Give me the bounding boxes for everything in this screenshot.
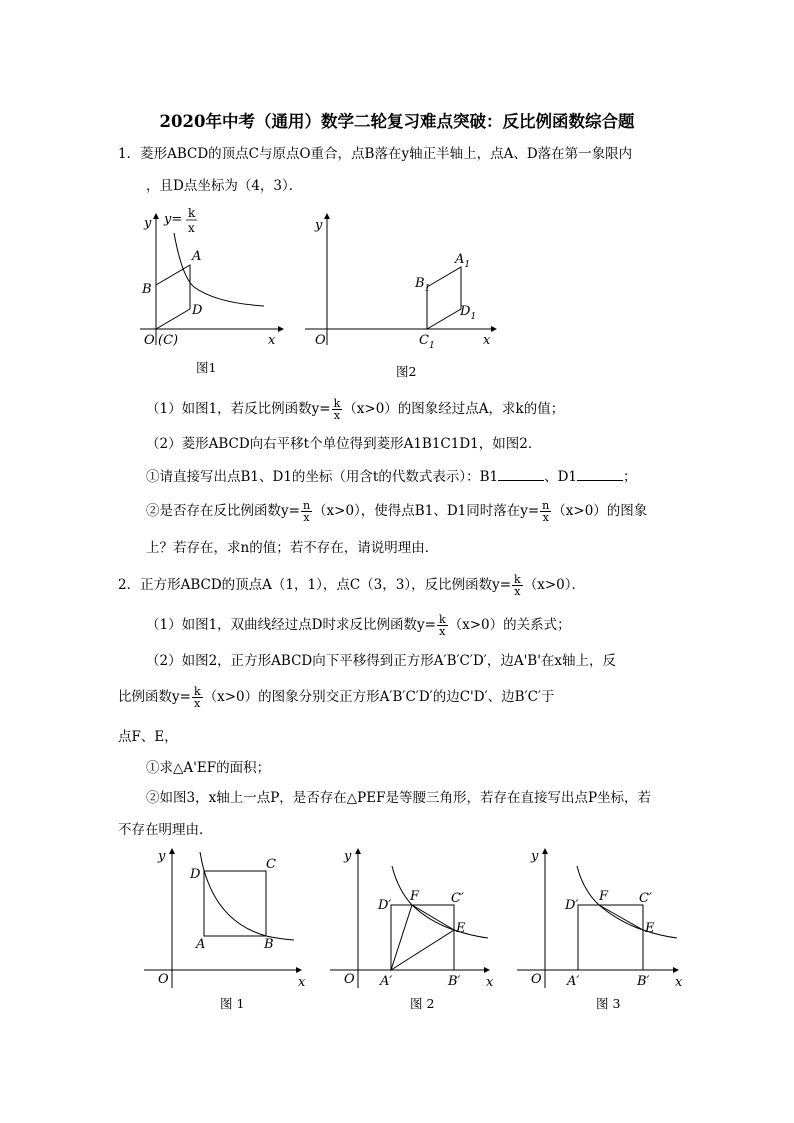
fraction-k-over-x [332, 398, 343, 421]
x-axis-label: x [486, 975, 494, 990]
point-f-label: F [599, 889, 609, 904]
x-axis-label: x [483, 333, 491, 348]
point-c-label: C [266, 857, 276, 872]
fraction-numerator: k [193, 685, 201, 698]
q1-part-2-sub-2 [146, 500, 647, 523]
origin-label: O [158, 972, 169, 987]
fraction-denominator: x [333, 409, 341, 422]
y-axis-label: y [158, 849, 166, 864]
y-axis-arrow [169, 848, 175, 854]
point-b1-letter: B [415, 276, 425, 291]
point-c1-label [419, 333, 435, 351]
point-b-prime-label: B′ [448, 974, 461, 989]
point-d1-letter: D [460, 304, 471, 319]
hyperbola-curve [577, 866, 677, 938]
point-d1-subscript: 1 [470, 312, 477, 322]
curve-x-denominator: x [188, 221, 195, 235]
hyperbola-curve [392, 866, 488, 938]
rhombus-abcd [156, 265, 190, 329]
y-axis-label: y [531, 849, 539, 864]
point-d-label: D [190, 867, 201, 882]
hyperbola-curve [174, 233, 264, 306]
y-axis-arrow [153, 213, 159, 219]
fraction-k-over-x [192, 686, 203, 709]
y-axis-label: y [315, 218, 323, 233]
q1-part-1-text-a: （1）如图1，若反比例函数y= [146, 401, 331, 417]
fraction-numerator: k [514, 573, 521, 586]
q2-stem-text-b: （x>0）． [523, 577, 585, 593]
fraction-n-over-x [540, 500, 551, 523]
origin-label: O [344, 972, 355, 987]
q2-part-2-sub-2-line2: 不存在明理由． [118, 822, 213, 838]
fraction-denominator: x [194, 697, 201, 710]
square-abcd-prime [578, 905, 643, 970]
q2-figure-3-caption: 图 3 [596, 996, 621, 1011]
point-b-prime-label: B′ [637, 974, 650, 989]
q1-part-2-sub-1 [146, 469, 637, 485]
fraction-denominator: x [303, 511, 310, 524]
fraction-numerator: n [302, 499, 311, 512]
q2-figure-1-caption: 图 1 [220, 996, 245, 1011]
hyperbola-curve [200, 852, 294, 940]
origin-label: O [531, 972, 542, 987]
q2-stem-text-a: 2．正方形ABCD的顶点A（1，1），点C（3，3），反比例函数y= [118, 577, 512, 593]
point-a-prime-label: A′ [380, 974, 393, 989]
q1-figure-2-caption: 图2 [396, 364, 417, 379]
q2-part-2-line3: 点F、E， [118, 729, 178, 745]
point-a1-letter: A [455, 252, 465, 267]
q1-stem-line1: 1．菱形ABCD的顶点C与原点O重合，点B落在y轴正半轴上，点A、D落在第一象限内 [118, 146, 633, 162]
x-axis-label: x [268, 333, 276, 348]
fraction-k-over-x [512, 574, 523, 597]
page-title: 2020年中考（通用）数学二轮复习难点突破：反比例函数综合题 [159, 112, 635, 131]
y-axis-label: y [344, 849, 352, 864]
x-axis-arrow [296, 967, 302, 973]
point-c-label: (C) [158, 333, 179, 348]
answer-blank-b1[interactable] [498, 470, 544, 481]
q2-part-2-sub-1: ①求△A'EF的面积； [146, 760, 271, 776]
point-d1-label [459, 304, 476, 322]
fraction-n-over-x [301, 500, 312, 523]
point-a1-label [454, 252, 470, 270]
q1-part-2: （2）菱形ABCD向右平移t个单位得到菱形A1B1C1D1，如图2． [146, 436, 542, 452]
q1-part-2-sub-2-text-c: （x>0）的图象 [552, 503, 648, 519]
q2-part-2-line2 [118, 686, 555, 709]
curve-k-numerator: k [188, 206, 196, 220]
x-axis-label: x [675, 975, 683, 990]
fraction-numerator: k [438, 613, 446, 626]
q1-figure-2 [295, 205, 505, 380]
point-c-prime-label: C′ [639, 891, 652, 906]
y-axis-arrow [355, 848, 361, 854]
q2-figure-1 [140, 842, 310, 992]
q1-part-2-sub-1-end: ； [623, 469, 637, 485]
q1-part-2-sub-2-text-b: （x>0），使得点B1、D1同时落在y= [313, 503, 540, 519]
x-axis-arrow [491, 326, 497, 332]
q1-part-1 [146, 398, 564, 421]
point-b1-subscript: 1 [424, 284, 431, 294]
curve-equation-label: y= [164, 212, 183, 227]
point-c1-subscript: 1 [428, 341, 435, 351]
point-a-label: A [192, 249, 202, 264]
origin-label: O [144, 333, 155, 348]
y-axis-label: y [144, 216, 152, 231]
rhombus-a1b1c1d1 [424, 267, 461, 329]
point-d-prime-label: D′ [565, 898, 579, 913]
square-abcd [204, 871, 266, 936]
fraction-denominator: x [439, 625, 446, 638]
q2-stem [118, 574, 585, 597]
q1-part-1-text-b: （x>0）的图象经过点A，求k的值； [343, 401, 565, 417]
q2-part-1-text-a: （1）如图1，双曲线经过点D时求反比例函数y= [146, 617, 436, 633]
origin-label: O [315, 333, 326, 348]
point-b-label: B [264, 937, 274, 952]
q1-stem-line2: ，且D点坐标为（4，3）． [146, 178, 303, 194]
point-c1-letter: C [419, 333, 429, 348]
fraction-k-over-x [437, 614, 448, 637]
fraction-numerator: k [333, 397, 341, 410]
segment-ef [599, 905, 643, 930]
x-axis-arrow [278, 326, 284, 332]
point-e-label: E [456, 921, 466, 936]
point-f-label: F [410, 889, 420, 904]
fraction-denominator: x [542, 511, 549, 524]
q1-figure-1 [130, 205, 290, 380]
q2-part-2-sub-2-line1: ②如图3，x轴上一点P，是否存在△PEF是等腰三角形，若存在直接写出点P坐标，若 [146, 790, 652, 806]
point-a-prime-label: A′ [567, 974, 580, 989]
x-axis-arrow [673, 967, 679, 973]
q2-figure-2-caption: 图 2 [410, 996, 435, 1011]
fraction-denominator: x [514, 585, 521, 598]
q1-part-2-sub-2-text-a: ②是否存在反比例函数y= [146, 503, 300, 519]
triangle-aef [391, 905, 454, 970]
x-axis-arrow [484, 967, 490, 973]
point-c-prime-label: C′ [451, 891, 464, 906]
point-b-label: B [142, 282, 152, 297]
q1-part-2-sub-2-continued: 上？若存在，求n的值；若不存在，请说明理由． [146, 540, 439, 556]
q2-figure-2 [326, 842, 501, 992]
q2-part-2-line1: （2）如图2，正方形ABCD向下平移得到正方形A′B′C′D′，边A'B'在x轴上，反 [146, 653, 617, 669]
point-d-label: D [192, 303, 203, 318]
q1-figure-1-caption: 图1 [196, 360, 217, 375]
q2-part-2-text-c: （x>0）的图象分别交正方形A′B′C′D′的边C'D′、边B′C′于 [203, 689, 555, 705]
point-b1-label [414, 276, 430, 294]
point-a-label: A [196, 937, 206, 952]
fraction-numerator: n [542, 499, 550, 512]
point-e-label: E [645, 921, 655, 936]
q2-part-2-text-b: 比例函数y= [118, 689, 191, 705]
point-a1-subscript: 1 [464, 260, 471, 270]
q2-part-1 [146, 614, 571, 637]
point-d-prime-label: D′ [378, 898, 392, 913]
q1-part-2-sub-1-separator: 、D1 [544, 469, 578, 485]
q2-part-1-text-b: （x>0）的关系式； [448, 617, 571, 633]
q1-part-2-sub-1-text: ①请直接写出点B1、D1的坐标（用含t的代数式表示）：B1 [146, 469, 499, 485]
y-axis-arrow [324, 213, 330, 219]
x-axis-label: x [298, 975, 306, 990]
y-axis-arrow [542, 848, 548, 854]
answer-blank-d1[interactable] [577, 470, 623, 481]
square-abcd-prime [391, 905, 454, 970]
q2-figure-3 [513, 842, 688, 992]
